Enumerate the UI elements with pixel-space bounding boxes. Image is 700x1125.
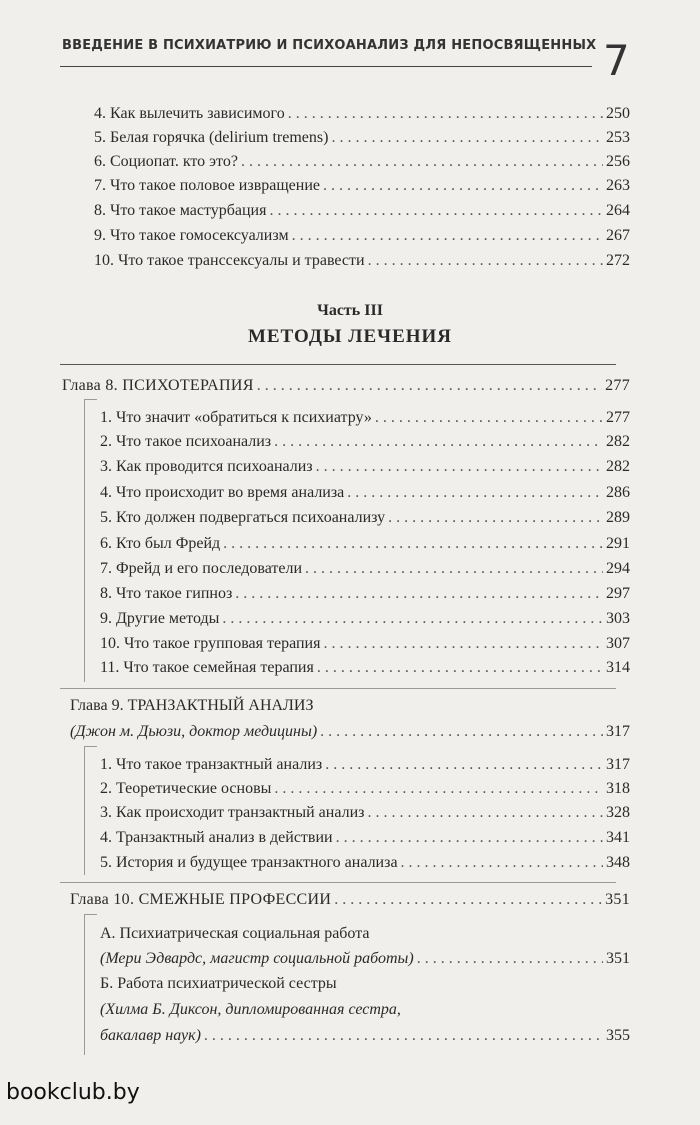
- toc-entry-title: 9. Другие методы: [100, 610, 220, 627]
- toc-entry-page: 348: [606, 854, 630, 871]
- toc-entry-page: 314: [606, 659, 630, 676]
- dot-leader: [331, 126, 603, 150]
- toc-entry: [100, 481, 630, 505]
- dot-leader: [323, 632, 603, 656]
- toc-entry-title: 1. Что значит «обратиться к психиатру»: [100, 409, 372, 426]
- watermark: bookclub.by: [6, 1080, 140, 1105]
- chapter-title: Глава 8. ПСИХОТЕРАПИЯ: [62, 377, 254, 394]
- toc-entry-page: 282: [606, 458, 630, 475]
- toc-entry-title: 9. Что такое гомосексуализм: [94, 227, 289, 244]
- dot-leader: [241, 150, 603, 174]
- chapter-bracket: [84, 746, 97, 875]
- toc-entry-page: 351: [606, 950, 630, 967]
- toc-entry-title: 10. Что такое транссексуалы и травести: [94, 252, 365, 269]
- toc-entry: [100, 506, 630, 530]
- toc-entry-page: 341: [606, 829, 630, 846]
- running-title: ВВЕДЕНИЕ В ПСИХИАТРИЮ И ПСИХОАНАЛИЗ ДЛЯ НЕПОСВЯЩЕННЫХ: [62, 38, 597, 53]
- toc-entry: [100, 582, 630, 606]
- toc-entry: [100, 826, 630, 850]
- section-author: (Мери Эдвардс, магистр социальной работы): [100, 950, 414, 967]
- dot-leader: [317, 656, 603, 680]
- toc-entry: [100, 947, 630, 971]
- chapter-title: Глава 10. СМЕЖНЫЕ ПРОФЕССИИ: [70, 891, 332, 908]
- toc-entry-page: 318: [606, 780, 630, 797]
- toc-entry-page: 263: [606, 177, 630, 194]
- toc-entry-page: 289: [606, 509, 630, 526]
- dot-leader: [375, 406, 603, 430]
- toc-entry-title: 3. Как проводится психоанализ: [100, 458, 313, 475]
- chapter-author: (Джон м. Дьюзи, доктор медицины): [70, 723, 318, 740]
- dot-leader: [347, 481, 603, 505]
- dot-leader: [336, 826, 603, 850]
- toc-entry: [94, 199, 630, 223]
- toc-entry-page: 291: [606, 535, 630, 552]
- dot-leader: [320, 720, 603, 744]
- dot-leader: [292, 224, 603, 248]
- toc-entry-page: 303: [606, 610, 630, 627]
- section-divider: [60, 882, 616, 883]
- toc-entry-title: 2. Теоретические основы: [100, 780, 272, 797]
- toc-entry-title: 5. Белая горячка (delirium tremens): [94, 129, 329, 146]
- dot-leader: [368, 249, 603, 273]
- dot-leader: [388, 506, 603, 530]
- toc-entry-page: 253: [606, 129, 630, 146]
- toc-entry-page: 297: [606, 585, 630, 602]
- toc-entry-title: 5. История и будущее транзактного анализа: [100, 854, 398, 871]
- toc-entry-title: 11. Что такое семейная терапия: [100, 659, 314, 676]
- toc-entry: [100, 406, 630, 430]
- toc-entry: [100, 607, 630, 631]
- toc-entry: [100, 851, 630, 875]
- toc-entry: [100, 430, 630, 454]
- toc-entry: [94, 126, 630, 150]
- toc-entry: [100, 532, 630, 556]
- part-label: Часть III: [317, 302, 383, 319]
- toc-entry-title: 5. Кто должен подвергаться психоанализу: [100, 509, 386, 526]
- dot-leader: [269, 199, 603, 223]
- toc-entry: [94, 102, 630, 126]
- dot-leader: [401, 851, 603, 875]
- toc-entry: [94, 249, 630, 273]
- toc-entry: [100, 777, 630, 801]
- toc-entry-title: 2. Что такое психоанализ: [100, 433, 272, 450]
- dot-leader: [235, 582, 603, 606]
- toc-entry-title: 1. Что такое транзактный анализ: [100, 756, 323, 773]
- toc-entry-page: 267: [606, 227, 630, 244]
- dot-leader: [334, 888, 602, 912]
- toc-entry-title: 4. Транзактный анализ в действии: [100, 829, 333, 846]
- toc-entry: [100, 1024, 630, 1048]
- toc-entry: [94, 224, 630, 248]
- toc-entry: [100, 753, 630, 777]
- page-number: 7: [603, 36, 630, 85]
- dot-leader: [222, 607, 603, 631]
- section-divider: [60, 688, 616, 689]
- toc-entry-title: 7. Что такое половое извращение: [94, 177, 320, 194]
- chapter-title: Глава 9. ТРАНЗАКТНЫЙ АНАЛИЗ: [70, 697, 314, 714]
- toc-entry-title: 8. Что такое мастурбация: [94, 202, 267, 219]
- toc-entry: [94, 174, 630, 198]
- toc-entry-page: 256: [606, 153, 630, 170]
- toc-entry-page: 355: [606, 1027, 630, 1044]
- toc-entry-page: 264: [606, 202, 630, 219]
- toc-entry-page: 250: [606, 105, 630, 122]
- dot-leader: [325, 753, 603, 777]
- section-title: А. Психиатрическая социальная работа: [100, 925, 370, 942]
- toc-entry-title: 3. Как происходит транзактный анализ: [100, 804, 365, 821]
- chapter-page: 317: [606, 723, 630, 740]
- chapter-bracket: [84, 399, 97, 682]
- toc-entry-page: 282: [606, 433, 630, 450]
- toc-entry-title: 4. Что происходит во время анализа: [100, 484, 345, 501]
- toc-entry-title: 8. Что такое гипноз: [100, 585, 233, 602]
- toc-entry-page: 272: [606, 252, 630, 269]
- dot-leader: [257, 374, 602, 398]
- chapter-entry: [62, 374, 630, 398]
- dot-leader: [323, 174, 603, 198]
- dot-leader: [274, 430, 603, 454]
- toc-entry-page: 277: [606, 409, 630, 426]
- toc-entry-page: 317: [606, 756, 630, 773]
- dot-leader: [274, 777, 603, 801]
- toc-entry: [100, 455, 630, 479]
- dot-leader: [305, 557, 603, 581]
- dot-leader: [417, 947, 603, 971]
- toc-entry: [100, 656, 630, 680]
- dot-leader: [316, 455, 603, 479]
- toc-entry-title: 4. Как вылечить зависимого: [94, 105, 285, 122]
- toc-entry: [100, 801, 630, 825]
- toc-entry-title: 6. Социопат. кто это?: [94, 153, 238, 170]
- toc-entry-title: 10. Что такое групповая терапия: [100, 635, 321, 652]
- chapter-bracket: [84, 914, 97, 1055]
- section-author: (Хилма Б. Диксон, дипломированная сестра,: [100, 1001, 401, 1018]
- toc-entry-title: 7. Фрейд и его последователи: [100, 560, 303, 577]
- chapter-entry: [70, 720, 630, 744]
- toc-entry-page: 328: [606, 804, 630, 821]
- toc-entry-page: 294: [606, 560, 630, 577]
- dot-leader: [288, 102, 603, 126]
- toc-entry-page: 307: [606, 635, 630, 652]
- toc-entry: [94, 150, 630, 174]
- toc-entry-title: 6. Кто был Фрейд: [100, 535, 221, 552]
- toc-entry-page: 286: [606, 484, 630, 501]
- chapter-page: 351: [605, 891, 630, 908]
- toc-entry: [100, 557, 630, 581]
- chapter-entry: [70, 888, 630, 912]
- dot-leader: [367, 801, 603, 825]
- chapter-page: 277: [605, 377, 630, 394]
- dot-leader: [223, 532, 603, 556]
- dot-leader: [204, 1024, 603, 1048]
- part-title: МЕТОДЫ ЛЕЧЕНИЯ: [247, 326, 453, 347]
- part-rule: [60, 364, 616, 365]
- toc-entry: [100, 632, 630, 656]
- section-title: Б. Работа психиатрической сестры: [100, 975, 337, 992]
- section-author: бакалавр наук): [100, 1027, 201, 1044]
